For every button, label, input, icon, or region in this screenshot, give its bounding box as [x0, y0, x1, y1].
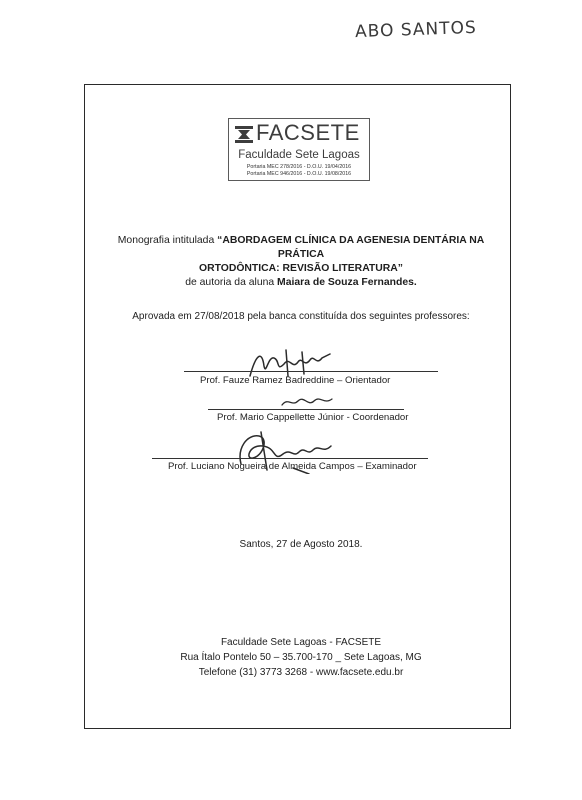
logo-name: FACSETE [256, 120, 360, 145]
handwritten-note: ABO SANTOS [354, 17, 478, 43]
footer-line-3: Telefone (31) 3773 3268 - www.facsete.edu.br [198, 667, 404, 678]
signatory-orientador: Prof. Fauze Ramez Badreddine – Orientador [200, 375, 391, 386]
signature-line-coordenador [208, 409, 404, 410]
monograph-statement [95, 234, 507, 290]
signatory-coordenador: Prof. Mario Cappellette Júnior - Coordenador [217, 412, 409, 423]
facsete-logo [228, 118, 370, 181]
author-name: Maiara de Souza Fernandes. [277, 277, 417, 288]
footer-line-2: Rua Ítalo Pontelo 50 – 35.700-170 _ Sete Lagoas, MG [180, 652, 422, 663]
monograph-title-part-1: “ABORDAGEM CLÍNICA DA AGENESIA DENTÁRIA NA PRÁTICA [217, 235, 485, 260]
approval-text: Aprovada em 27/08/2018 pela banca constituída dos seguintes professores: [132, 311, 470, 322]
monograph-author-line [95, 276, 507, 290]
place-date: Santos, 27 de Agosto 2018. [239, 539, 363, 550]
monograph-title-line-1 [95, 234, 507, 262]
signature-line-orientador [184, 371, 438, 372]
monograph-title-part-2: ORTODÔNTICA: REVISÃO LITERATURA” [199, 263, 403, 274]
facsete-logo-mark-icon [234, 125, 254, 144]
institution-footer [95, 635, 507, 680]
logo-subtitle: Faculdade Sete Lagoas [238, 149, 360, 161]
signatory-examinador: Prof. Luciano Nogueira de Almeida Campos – Examinador [168, 461, 417, 472]
logo-portaria-1: Portaria MEC 278/2016 - D.O.U. 19/04/2016 [246, 164, 352, 170]
logo-portaria-2: Portaria MEC 946/2016 - D.O.U. 19/08/2016 [246, 171, 352, 177]
author-prefix: de autoria da aluna [185, 277, 278, 288]
signature-line-examinador [152, 458, 428, 459]
monograph-prefix: Monografia intitulada [117, 235, 218, 246]
footer-line-1: Faculdade Sete Lagoas - FACSETE [220, 637, 382, 648]
